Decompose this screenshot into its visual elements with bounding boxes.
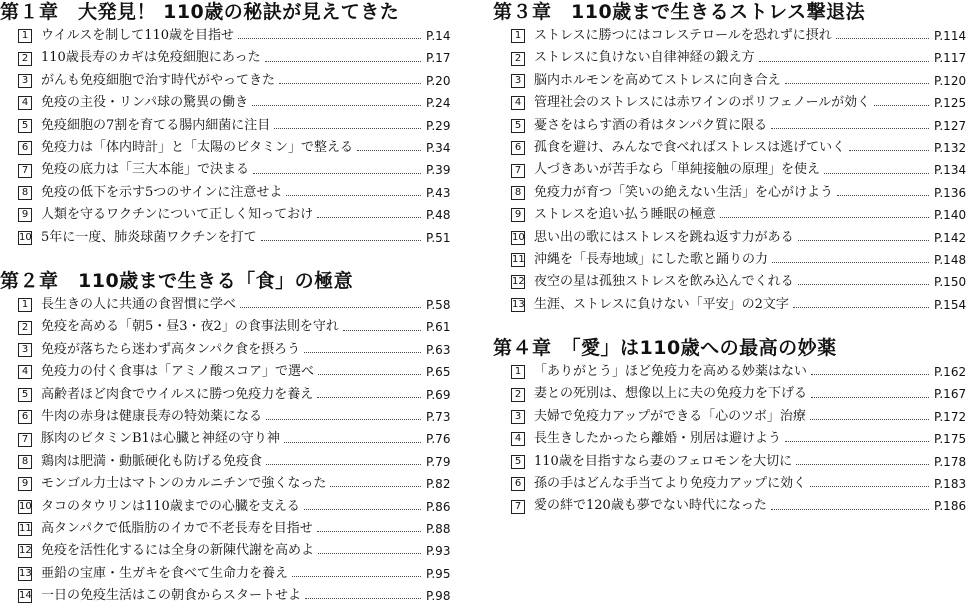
toc-entry[interactable] (0, 518, 466, 540)
dotted-leader (305, 597, 421, 599)
entry-number-box: 4 (18, 96, 32, 110)
entry-page-number: P.63 (426, 342, 451, 357)
entry-page-number: P.154 (934, 297, 967, 312)
entry-page-number: P.175 (934, 432, 967, 447)
toc-entry[interactable] (0, 294, 466, 316)
entry-title: 免疫の低下を示す5つのサインに注意せよ (41, 184, 283, 200)
chapter-4-entries (493, 361, 968, 518)
entry-number-box: 11 (19, 523, 32, 535)
toc-entry[interactable] (493, 159, 968, 181)
dotted-leader (810, 485, 929, 487)
entry-number-box: 1 (18, 298, 32, 312)
dotted-leader (785, 440, 929, 442)
dotted-leader (796, 463, 929, 465)
entry-title: 110歳を目指すなら妻のフェロモンを大切に (534, 453, 793, 469)
entry-number-box: 4 (511, 432, 525, 446)
toc-entry[interactable] (0, 182, 466, 204)
entry-number-box: 9 (18, 208, 32, 222)
dotted-leader (317, 216, 421, 218)
entry-title: 孫の手はどんな手当てより免疫力アップに効く (534, 475, 807, 491)
dotted-leader (238, 37, 421, 39)
toc-entry[interactable] (0, 361, 466, 383)
entry-number-box: 5 (18, 119, 32, 133)
entry-page-number: P.61 (426, 320, 451, 335)
chapter-1-entries (0, 25, 466, 249)
entry-page-number: P.93 (426, 544, 451, 559)
dotted-leader (798, 283, 929, 285)
toc-entry[interactable] (0, 540, 466, 562)
toc-entry[interactable] (0, 159, 466, 181)
entry-page-number: P.132 (934, 140, 967, 155)
dotted-leader (279, 82, 421, 84)
entry-title: 人づきあいが苦手なら「単純接触の原理」を使え (534, 162, 821, 178)
dotted-leader (824, 172, 929, 174)
toc-entry[interactable] (493, 47, 968, 69)
toc-entry[interactable] (493, 70, 968, 92)
dotted-leader (759, 60, 929, 62)
entry-title: 免疫力が育つ「笑いの絶えない生活」を心がけよう (534, 184, 834, 200)
entry-number-box: 2 (511, 52, 525, 66)
entry-title: 免疫を高める「朝5・昼3・夜2」の食事法則を守れ (41, 319, 339, 335)
entry-title: 夜空の星は孤独ストレスを飲み込んでくれる (534, 274, 794, 290)
entry-number-box: 2 (511, 388, 525, 402)
entry-title: 長生きの人に共通の食習慣に学べ (41, 297, 237, 312)
entry-number-box: 7 (18, 433, 32, 447)
toc-entry[interactable] (0, 70, 466, 92)
dotted-leader (266, 463, 421, 465)
entry-page-number: P.14 (426, 29, 451, 43)
entry-title: 免疫の主役・リンパ球の驚異の働き (41, 95, 249, 111)
entry-number-box: 8 (18, 455, 32, 469)
entry-title: 生涯、ストレスに負けない「平安」の2文字 (534, 296, 789, 312)
entry-title: 高タンパクで低脂肪のイカで不老長寿を目指せ (41, 520, 313, 536)
entry-title: 鶏肉は肥満・動脈硬化も防げる免疫食 (41, 453, 263, 469)
entry-number-box: 10 (512, 231, 525, 243)
entry-number-box: 3 (18, 74, 32, 88)
entry-title: 憂さをはらす酒の肴はタンパク質に限る (534, 117, 768, 133)
toc-entry[interactable] (0, 339, 466, 361)
dotted-leader (317, 396, 421, 398)
entry-page-number: P.43 (426, 185, 451, 200)
entry-page-number: P.48 (426, 208, 451, 223)
dotted-leader (771, 508, 929, 510)
toc-entry[interactable] (493, 182, 968, 204)
toc-entry[interactable] (0, 316, 466, 338)
entry-page-number: P.142 (934, 230, 967, 245)
entry-number-box: 13 (512, 298, 525, 310)
entry-title: 5年に一度、肺炎球菌ワクチンを打て (41, 229, 257, 245)
entry-title: ウイルスを制して110歳を目指せ (41, 28, 235, 43)
chapter-2 (0, 269, 466, 607)
dotted-leader (240, 306, 421, 308)
dotted-leader (771, 127, 929, 129)
entry-number-box: 1 (18, 29, 32, 43)
toc-entry[interactable] (493, 406, 968, 428)
dotted-leader (286, 194, 421, 196)
toc-entry[interactable] (0, 92, 466, 114)
dotted-leader (318, 373, 421, 375)
entry-page-number: P.76 (426, 432, 451, 447)
toc-entry[interactable] (0, 496, 466, 518)
toc-entry[interactable] (493, 361, 968, 383)
toc-entry[interactable] (493, 137, 968, 159)
dotted-leader (343, 329, 421, 331)
dotted-leader (284, 441, 421, 443)
entry-page-number: P.58 (426, 298, 451, 312)
chapter-1-title: 第１章 大発見！ 110歳の秘訣が見えてきた (0, 1, 400, 23)
toc-entry[interactable] (0, 115, 466, 137)
entry-page-number: P.51 (426, 230, 451, 245)
dotted-leader (304, 351, 421, 353)
dotted-leader (261, 239, 421, 241)
toc-entry[interactable] (493, 227, 968, 249)
chapter-4 (493, 336, 968, 518)
entry-number-box: 10 (19, 500, 32, 512)
entry-number-box: 7 (18, 164, 32, 178)
entry-title: 「ありがとう」ほど免疫力を高める妙薬はない (534, 364, 808, 379)
entry-title: 免疫の底力は「三大本能」で決まる (41, 162, 250, 178)
entry-page-number: P.95 (426, 566, 451, 581)
entry-title: 人類を守るワクチンについて正しく知っておけ (41, 207, 314, 223)
entry-page-number: P.150 (934, 275, 967, 290)
entry-number-box: 6 (18, 410, 32, 424)
entry-page-number: P.24 (426, 96, 451, 111)
entry-number-box: 9 (511, 208, 525, 222)
entry-number-box: 8 (511, 186, 525, 200)
entry-title: 愛の絆で120歳も夢でない時代になった (534, 498, 767, 514)
dotted-leader (318, 552, 421, 554)
toc-entry[interactable] (493, 451, 968, 473)
toc-entry[interactable] (0, 137, 466, 159)
entry-number-box: 2 (18, 52, 32, 66)
dotted-leader (772, 261, 929, 263)
entry-number-box: 7 (511, 164, 525, 178)
entry-page-number: P.186 (934, 499, 967, 514)
entry-title: タコのタウリンは110歳までの心臓を支える (41, 498, 300, 514)
dotted-leader (837, 194, 929, 196)
toc-entry[interactable] (493, 294, 968, 316)
entry-title: ストレスを追い払う睡眠の極意 (534, 207, 716, 223)
entry-title: ストレスに勝つにはコレステロールを恐れずに摂れ (534, 28, 832, 43)
toc-entry[interactable] (493, 428, 968, 450)
entry-title: 夫婦で免疫力アップができる「心のツボ」治療 (534, 408, 806, 424)
toc-entry[interactable] (493, 271, 968, 293)
entry-page-number: P.34 (426, 140, 451, 155)
dotted-leader (874, 104, 929, 106)
entry-page-number: P.183 (934, 476, 967, 491)
entry-page-number: P.178 (934, 454, 967, 469)
toc-entry[interactable] (0, 25, 466, 47)
entry-page-number: P.134 (934, 163, 967, 178)
toc-entry[interactable] (0, 585, 466, 607)
toc-entry[interactable] (0, 451, 466, 473)
entry-number-box: 7 (511, 500, 525, 514)
toc-entry[interactable] (0, 428, 466, 450)
chapter-1 (0, 0, 466, 249)
toc-entry[interactable] (493, 115, 968, 137)
entry-number-box: 1 (511, 29, 525, 43)
dotted-leader (357, 149, 421, 151)
entry-page-number: P.162 (934, 365, 967, 379)
entry-number-box: 14 (19, 590, 32, 602)
entry-number-box: 3 (18, 343, 32, 357)
entry-page-number: P.82 (426, 477, 451, 492)
chapter-2-entries (0, 294, 466, 607)
entry-number-box: 5 (511, 119, 525, 133)
entry-page-number: P.125 (934, 96, 967, 111)
entry-page-number: P.88 (426, 521, 451, 536)
toc-entry[interactable] (0, 227, 466, 249)
entry-page-number: P.79 (426, 454, 451, 469)
dotted-leader (785, 82, 929, 84)
dotted-leader (330, 485, 421, 487)
dotted-leader (811, 373, 929, 375)
entry-title: モンゴル力士はマトンのカルニチンで強くなった (41, 476, 327, 492)
entry-number-box: 6 (511, 477, 525, 491)
dotted-leader (810, 418, 929, 420)
entry-page-number: P.120 (934, 73, 967, 88)
entry-title: 孤食を避け、みんなで食べればストレスは逃げていく (534, 139, 846, 155)
chapter-3 (493, 0, 968, 316)
entry-title: 妻との死別は、想像以上に夫の免疫力を下げる (534, 386, 808, 402)
dotted-leader (793, 306, 929, 308)
entry-page-number: P.29 (426, 118, 451, 133)
toc-entry[interactable] (493, 204, 968, 226)
toc-entry[interactable] (0, 473, 466, 495)
entry-number-box: 12 (512, 276, 525, 288)
entry-title: 思い出の歌にはストレスを跳ね返す力がある (534, 229, 794, 245)
dotted-leader (292, 575, 421, 577)
dotted-leader (317, 530, 421, 532)
entry-title: 高齢者ほど肉食でウイルスに勝つ免疫力を養え (41, 386, 314, 402)
entry-title: 牛肉の赤身は健康長寿の特効薬になる (41, 408, 263, 424)
dotted-leader (720, 216, 929, 218)
entry-number-box: 9 (18, 477, 32, 491)
dotted-leader (252, 104, 421, 106)
entry-number-box: 13 (19, 567, 32, 579)
entry-page-number: P.167 (934, 387, 967, 402)
entry-page-number: P.114 (934, 29, 967, 43)
dotted-leader (265, 60, 421, 62)
entry-number-box: 12 (19, 545, 32, 557)
toc-entry[interactable] (493, 473, 968, 495)
entry-number-box: 10 (19, 231, 32, 243)
entry-title: 免疫細胞の7割を育てる腸内細菌に注目 (41, 117, 271, 133)
toc-entry[interactable] (0, 47, 466, 69)
dotted-leader (798, 239, 929, 241)
toc-entry[interactable] (493, 249, 968, 271)
entry-number-box: 3 (511, 74, 525, 88)
entry-title: 沖縄を「長寿地域」にした歌と踊りの力 (534, 251, 769, 267)
entry-number-box: 6 (18, 141, 32, 155)
entry-number-box: 11 (512, 254, 525, 266)
entry-title: 管理社会のストレスには赤ワインのポリフェノールが効く (534, 95, 871, 111)
dotted-leader (274, 127, 421, 129)
entry-page-number: P.39 (426, 163, 451, 178)
entry-title: がんも免疫細胞で治す時代がやってきた (41, 72, 276, 88)
entry-number-box: 6 (511, 141, 525, 155)
chapter-3-entries (493, 25, 968, 316)
toc-entry[interactable] (0, 384, 466, 406)
dotted-leader (811, 396, 929, 398)
toc-entry[interactable] (493, 383, 968, 405)
entry-page-number: P.65 (426, 365, 451, 380)
dotted-leader (266, 418, 421, 420)
dotted-leader (849, 149, 929, 151)
entry-title: 110歳長寿のカギは免疫細胞にあった (41, 50, 261, 66)
entry-page-number: P.86 (426, 499, 451, 514)
entry-title: 脳内ホルモンを高めてストレスに向き合え (534, 72, 781, 88)
dotted-leader (253, 172, 421, 174)
entry-page-number: P.73 (426, 409, 451, 424)
entry-page-number: P.117 (934, 51, 967, 66)
entry-number-box: 4 (511, 96, 525, 110)
toc-entry[interactable] (0, 204, 466, 226)
entry-title: 亜鉛の宝庫・生ガキを食べて生命力を養え (41, 565, 289, 581)
toc-entry[interactable] (493, 495, 968, 517)
entry-title: 免疫力は「体内時計」と「太陽のビタミン」で整える (41, 139, 354, 155)
toc-entry[interactable] (0, 406, 466, 428)
entry-title: 免疫が落ちたら迷わず高タンパク食を摂ろう (41, 341, 301, 357)
entry-page-number: P.127 (934, 118, 967, 133)
chapter-3-title: 第３章 110歳まで生きるストレス撃退法 (493, 1, 866, 23)
toc-entry[interactable] (493, 92, 968, 114)
entry-number-box: 2 (18, 321, 32, 335)
entry-title: 一日の免疫生活はこの朝食からスタートせよ (41, 588, 302, 604)
entry-title: 豚肉のビタミンB1は心臓と神経の守り神 (41, 431, 280, 447)
entry-page-number: P.172 (934, 409, 967, 424)
entry-number-box: 5 (18, 388, 32, 402)
entry-title: 免疫を活性化するには全身の新陳代謝を高めよ (41, 543, 315, 559)
entry-page-number: P.69 (426, 387, 451, 402)
dotted-leader (304, 508, 421, 510)
entry-page-number: P.17 (426, 51, 451, 66)
toc-entry[interactable] (0, 563, 466, 585)
chapter-4-title: 第４章 「愛」は110歳への最高の妙薬 (493, 337, 837, 359)
entry-title: ストレスに負けない自律神経の鍛え方 (534, 50, 755, 66)
entry-page-number: P.136 (934, 185, 967, 200)
entry-title: 免疫力の付く食事は「アミノ酸スコア」で選べ (41, 364, 315, 380)
entry-number-box: 4 (18, 365, 32, 379)
entry-number-box: 8 (18, 186, 32, 200)
entry-page-number: P.140 (934, 208, 967, 223)
entry-page-number: P.20 (426, 73, 451, 88)
entry-number-box: 1 (511, 365, 525, 379)
entry-page-number: P.98 (426, 589, 451, 604)
entry-page-number: P.148 (934, 252, 967, 267)
chapter-2-title: 第２章 110歳まで生きる「食」の極意 (0, 270, 354, 292)
entry-number-box: 3 (511, 410, 525, 424)
entry-number-box: 5 (511, 455, 525, 469)
dotted-leader (836, 37, 929, 39)
toc-entry[interactable] (493, 25, 968, 47)
entry-title: 長生きしたかったら離婚・別居は避けよう (534, 431, 782, 447)
